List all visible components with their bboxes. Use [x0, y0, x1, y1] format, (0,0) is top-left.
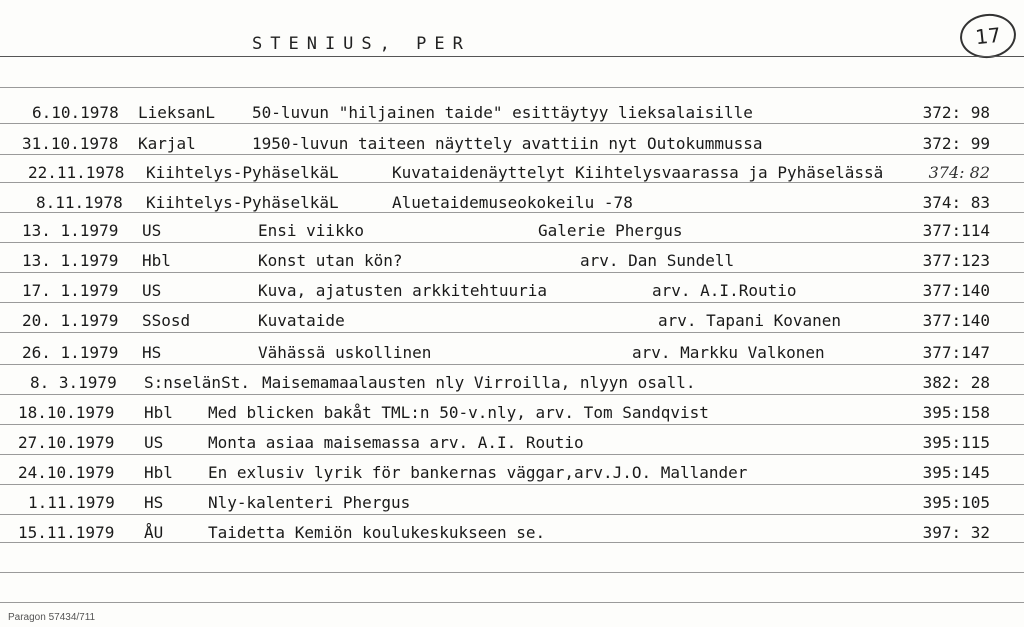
rule: [0, 87, 1024, 88]
entry-ref: 377:147: [922, 343, 990, 362]
card-name: STENIUS, PER: [252, 34, 471, 54]
entry-date: 18.10.1979: [18, 403, 115, 422]
entry-ref: 382: 28: [922, 373, 990, 392]
entry-text: Kuvataide: [258, 311, 345, 330]
entry-ref: 397: 32: [922, 523, 990, 542]
entry-source: Karjal: [138, 134, 196, 153]
entry-date: 1.11.1979: [28, 493, 115, 512]
entry-ref: 377:140: [922, 281, 990, 300]
entry-date: 13. 1.1979: [22, 221, 119, 240]
entry-row: [0, 394, 1024, 424]
entry-text: 1950-luvun taiteen näyttely avattiin nyt Outokummussa: [252, 134, 763, 153]
entry-source: US: [142, 281, 162, 300]
entry-text: Nly-kalenteri Phergus: [208, 493, 411, 512]
entry-source: US: [144, 433, 164, 452]
entry-date: 26. 1.1979: [22, 343, 119, 362]
entry-source: ÅU: [144, 523, 164, 542]
entry-source: Kiihtelys-PyhäselkäL: [146, 193, 339, 212]
entry-text: Aluetaidemuseokokeilu -78: [392, 193, 633, 212]
entry-text: Monta asiaa maisemassa arv. A.I. Routio: [208, 433, 584, 452]
entry-text: En exlusiv lyrik för bankernas väggar,arv.J.O. Mallander: [208, 463, 748, 482]
rule: [0, 602, 1024, 603]
entry-ref: 374: 83: [922, 193, 990, 212]
entry-text: Ensi viikko: [258, 221, 364, 240]
entry-row: [0, 272, 1024, 302]
entry-date: 8. 3.1979: [30, 373, 117, 392]
entry-date: 31.10.1978: [22, 134, 119, 153]
entry-text-secondary: arv. Dan Sundell: [580, 251, 735, 270]
entry-row: [0, 302, 1024, 332]
entry-source: LieksanL: [138, 103, 216, 122]
entry-text: Med blicken bakåt TML:n 50-v.nly, arv. Tom Sandqvist: [208, 403, 709, 422]
entry-ref: 395:145: [922, 463, 990, 482]
rule: [0, 182, 1024, 183]
entry-source: S:nselänSt.: [144, 373, 250, 392]
entry-row: [0, 242, 1024, 272]
entry-source: SSosd: [142, 311, 191, 330]
entry-row: [0, 334, 1024, 364]
entry-row: [0, 184, 1024, 214]
entry-ref: 377:114: [922, 221, 990, 240]
entry-source: US: [142, 221, 162, 240]
rule: [0, 332, 1024, 333]
entry-text-secondary: arv. A.I.Routio: [652, 281, 797, 300]
entry-row: [0, 94, 1024, 124]
entry-source: Hbl: [144, 403, 173, 422]
entry-ref: 395:158: [922, 403, 990, 422]
entry-text: Konst utan kön?: [258, 251, 403, 270]
entry-text-secondary: Galerie Phergus: [538, 221, 683, 240]
entry-source: Kiihtelys-PyhäselkäL: [146, 163, 339, 182]
card-number-circled: 17: [958, 11, 1018, 61]
entry-source: Hbl: [144, 463, 173, 482]
entry-text: Taidetta Kemiön koulukeskukseen se.: [208, 523, 546, 542]
entry-row: [0, 514, 1024, 544]
entry-date: 13. 1.1979: [22, 251, 119, 270]
rule: [0, 542, 1024, 543]
entry-ref: 377:123: [922, 251, 990, 270]
entry-row: [0, 154, 1024, 184]
entry-ref: 372: 99: [922, 134, 990, 153]
entry-text: Kuvataidenäyttelyt Kiihtelysvaarassa ja Pyhäselässä: [392, 163, 884, 182]
entry-date: 15.11.1979: [18, 523, 115, 542]
entry-date: 24.10.1979: [18, 463, 115, 482]
entry-date: 17. 1.1979: [22, 281, 119, 300]
card-footer-print: Paragon 57434/711: [8, 612, 96, 623]
entry-ref: 372: 98: [922, 103, 990, 122]
entry-text: Vähässä uskollinen: [258, 343, 432, 362]
entry-date: 22.11.1978: [28, 163, 125, 182]
entry-text: Kuva, ajatusten arkkitehtuuria: [258, 281, 547, 300]
entry-row: [0, 212, 1024, 242]
entry-ref: 395:105: [922, 493, 990, 512]
entry-text-secondary: arv. Tapani Kovanen: [658, 311, 842, 330]
entry-source: Hbl: [142, 251, 171, 270]
rule: [0, 123, 1024, 124]
entry-row: [0, 364, 1024, 394]
entry-row: [0, 484, 1024, 514]
entry-source: HS: [144, 493, 164, 512]
entry-row: [0, 125, 1024, 155]
entry-ref: 395:115: [922, 433, 990, 452]
entry-text: Maisemamaalausten nly Virroilla, nlyyn osall.: [262, 373, 696, 392]
header-rule: [0, 56, 1024, 57]
entry-text-secondary: arv. Markku Valkonen: [632, 343, 825, 362]
entry-row: [0, 454, 1024, 484]
entry-source: HS: [142, 343, 162, 362]
entry-date: 6.10.1978: [32, 103, 119, 122]
entry-ref: 377:140: [922, 311, 990, 330]
rule: [0, 572, 1024, 573]
entry-date: 27.10.1979: [18, 433, 115, 452]
entry-date: 8.11.1978: [36, 193, 123, 212]
entry-date: 20. 1.1979: [22, 311, 119, 330]
entry-row: [0, 424, 1024, 454]
entry-ref-handwritten: 374: 82: [928, 163, 990, 182]
entry-text: 50-luvun "hiljainen taide" esittäytyy lieksalaisille: [252, 103, 753, 122]
